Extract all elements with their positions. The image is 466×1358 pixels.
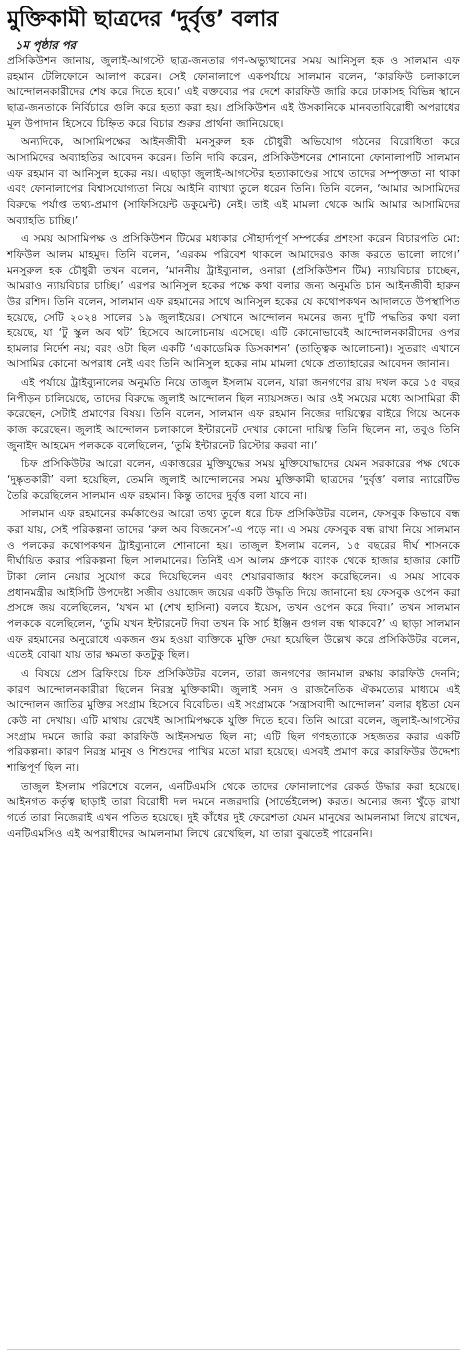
headline: মুক্তিকামী ছাত্রদের ‘দুর্বৃত্ত’ বলার <box>7 7 279 32</box>
continued-from-label: ১ম পৃষ্ঠার পর <box>15 38 76 52</box>
article-paragraph: তাজুল ইসলাম পরিশেষে বলেন, এনটিএমসি থেকে তাদের ফোনালাপের রেকর্ড উদ্ধার করা হয়েছে। আইনগত কর্তৃত্ব ছাড়াই তারা বিরোধী দল দমনে নজরদারি (সার্ভেইলেন্স) করত। অন্যের জন্য খুঁড়ে রাখা গর্তে তারা নিজেরাই এখন পতিত হয়েছে। দুই কাঁধের দুই ফেরেশতা যেমন মানুষের আমলনামা লিখে রাখেন, এনটিএমসিও এই অপরাধীদের আমলনামা লিখে রেখেছিল, যা তারা বুঝতেই পারেননি। <box>7 779 460 840</box>
article-body <box>7 53 460 841</box>
article-paragraph: সালমান এফ রহমানের কর্মকাণ্ডের আরো তথ্য তুলে ধরে চিফ প্রসিকিউটর বলেন, ফেসবুক কিভাবে বন্ধ করা যায়, সেই পরিকল্পনা তাদের ‘রুল অব বিজনেস’-এ পড়ে না। এ সময় ফেসবুক বন্ধ রাখা নিয়ে সালমান ও পলকের কথোপকথন ট্রাইব্যুনালে শোনানো হয়। তাজুল ইসলাম বলেন, ১৫ বছরের দীর্ঘ শাসনকে দীর্ঘায়িত করার পরিকল্পনা ছিল সালমানের। তিনিই এস আলম গ্রুপকে ব্যাংক থেকে হাজার হাজার কোটি টাকা লোন নেয়ার সুযোগ করে দিয়েছিলেন এবং শেয়ারবাজার ধ্বংস করেছিলেন। এ সময় সাবেক প্রধানমন্ত্রীর আইসিটি উপদেষ্টা সজীব ওয়াজেদ জয়ের একটি উদ্ধৃতি দিয়ে জানানো হয় ফেসবুক ওপেন করা প্রসঙ্গে জয় বলেছিলেন, ‘যখন মা (শেখ হাসিনা) বলবে ইয়েস, তখন ওপেন করে দিবা।’ তখন সালমান পলককে বলেছিলেন, ‘তুমি যখন ইন্টারনেট দিবা তখন কি সার্চ ইঞ্জিন গুগল বন্ধ থাকবে?’ এ ছাড়া সালমান এফ রহমানের অনুরোধে একজন গুম হওয়া ব্যক্তিকে মুক্তি দেয়া হয়েছিল উল্লেখ করে প্রসিকিউটর বলেন, এতেই বোঝা যায় তার ক্ষমতা কতটুকু ছিল। <box>7 507 460 662</box>
article-paragraph: এ বিষয়ে প্রেস ব্রিফিংয়ে চিফ প্রসিকিউটর বলেন, তারা জনগণের জানমাল রক্ষায় কারফিউ দেননি; কারণ আন্দোলনকারীরা ছিলেন নিরস্ত্র মুক্তিকামী। জুলাই সনদ ও রাজনৈতিক ঐকমত্যের মাধ্যমে এই আন্দোলন জাতির মুক্তির সংগ্রাম হিসেবে বিবেচিত। এই সংগ্রামকে ‘সন্ত্রাসবাদী আন্দোলন’ বলার ধৃষ্টতা যেন কেউ না দেখায়। এটি মাথায় রেখেই আসামিপক্ষকে যুক্তি দিতে হবে। তিনি আরো বলেন, জুলাই-আগস্টের সংগ্রাম দমনে জারি করা কারফিউ আইনসম্মত ছিল না; এটি ছিল গণহত্যাকে সহজতর করার একটি পরিকল্পনা। কারণ নিরস্ত্র মানুষ ও শিশুদের পাখির মতো মারা হয়েছে। এসবই প্রমাণ করে কারফিউর উদ্দেশ্য শান্তিপূর্ণ ছিল না। <box>7 666 460 774</box>
article-paragraph: চিফ প্রসিকিউটর আরো বলেন, একাত্তরের মুক্তিযুদ্ধের সময় মুক্তিযোদ্ধাদের যেমন সরকারের পক্ষ থেকে ‘দুষ্কৃতকারী’ বলা হয়েছিল, তেমনি জুলাই আন্দোলনের সময় মুক্তিকামী ছাত্রদের ‘দুর্বৃত্ত’ বলার ন্যারেটিভ তৈরি করেছিলেন সালমান এফ রহমান। কিন্তু তাদের দুর্বৃত্ত বলা যাবে না। <box>7 457 460 502</box>
article-paragraph: এ সময় আসামিপক্ষ ও প্রসিকিউশন টিমের মধ্যকার সৌহার্দ্যপূর্ণ সম্পর্কের প্রশংসা করেন বিচারপতি মো: শফিউল আলম মাহমুদ। তিনি বলেন, ‘এরকম পরিবেশ থাকলে আমাদেরও কাজ করতে ভালো লাগে।’ মনসুরুল হক চৌধুরী তখন বলেন, ‘মাননীয় ট্রাইব্যুনাল, ওনারা (প্রসিকিউশন টিম) ন্যায়বিচার চাচ্ছেন, আমরাও ন্যায়বিচার চাচ্ছি।’ এরপর আনিসুল হকের পক্ষে কথা বলার জন্য অনুমতি চান আইনজীবী হারুন উর রশিদ। তিনি বলেন, সালমান এফ রহমানের সাথে আনিসুল হকের যে কথোপকথন আদালতে উপস্থাপিত হয়েছে, সেটি ২০২৪ সালের ১৯ জুলাইয়ের। সেখানে আন্দোলন দমনের জন্য দু'টি পদ্ধতির কথা বলা হয়েছে, যা ‘টু স্কুল অব থট’ হিসেবে আলোচনায় এসেছে। এটি কোনোভাবেই আন্দোলনকারীদের ওপর হামলার নির্দেশ নয়; বরং ওটা ছিল একটি ‘একাডেমিক ডিসকাশন’ (তাত্ত্বিক আলোচনা)। সুতরাং এখানে আসামির কোনো অপরাধ নেই এবং তিনি আনিসুল হকের নাম মামলা থেকে প্রত্যাহারের আবেদন জানান। <box>7 232 460 371</box>
bottom-divider <box>7 1349 460 1350</box>
article-paragraph: প্রসিকিউশন জানায়, জুলাই-আগস্টে ছাত্র-জনতার গণ-অভ্যুত্থানের সময় আনিসুল হক ও সালমান এফ রহমান টেলিফোনে আলাপ করেন। সেই ফোনালাপে একপর্যায়ে সালমান বলেন, ‘কারফিউ চলাকালে আন্দোলনকারীদের শেষ করে দিতে হবে।’ এই বক্তব্যের পর দেশে কারফিউ জারি করে ঢাকাসহ বিভিন্ন স্থানে ছাত্র-জনতাকে নির্বিচারে গুলি করে হত্যা করা হয়। প্রসিকিউশন এই উসকানিকে মানবতাবিরোধী অপরাধের মূল উপাদান হিসেবে চিহ্নিত করে বিচার শুরুর প্রার্থনা জানিয়েছে। <box>7 54 460 130</box>
article-paragraph: অন্যদিকে, আসামিপক্ষের আইনজীবী মনসুরুল হক চৌধুরী অভিযোগ গঠনের বিরোধিতা করে আসামিদের অব্যাহতির আবেদন করেন। তিনি দাবি করেন, প্রসিকিউশনের শোনানো ফোনালাপটি সালমান এফ রহমান বা আনিসুল হকের নয়। এছাড়া জুলাই-আগস্টের হত্যাকাণ্ডের সাথে তাদের সম্পৃক্ততা না থাকা এবং ফোনালাপের বিশ্বাসযোগ্যতা নিয়ে আইনি ব্যাখ্যা তুলে ধরেন তিনি। তিনি বলেন, ‘আমার আসামিদের বিরুদ্ধে পর্যাপ্ত তথ্য-প্রমাণ (সাফিসিয়েন্ট ডকুমেন্ট) নেই। তাই এই মামলা থেকে আমি আমার আসামিদের অব্যাহতি চাচ্ছি।’ <box>7 135 460 227</box>
article-paragraph: এই পর্যায়ে ট্রাইব্যুনালের অনুমতি নিয়ে তাজুল ইসলাম বলেন, যারা জনগণের রায় দখল করে ১৫ বছর নিপীড়ন চালিয়েছে, তাদের বিরুদ্ধে জুলাই আন্দোলন ছিল ন্যায়সঙ্গত। আর ওই সময়ের মধ্যে আসামিরা কী করেছেন, সেটাই প্রমাণের বিষয়। তিনি বলেন, সালমান এফ রহমান নিজের দায়িত্বের বাইরে গিয়ে অনেক কাজ করেছেন। জুলাই আন্দোলন চলাকালে ইন্টারনেট দেখার কোনো দায়িত্ব তিনি ছিলেন না, তবুও তিনি জুনাইদ আহমেদ পলককে বলেছিলেন, ‘তুমি ইন্টারনেট রিস্টোর করবা না।’ <box>7 376 460 452</box>
